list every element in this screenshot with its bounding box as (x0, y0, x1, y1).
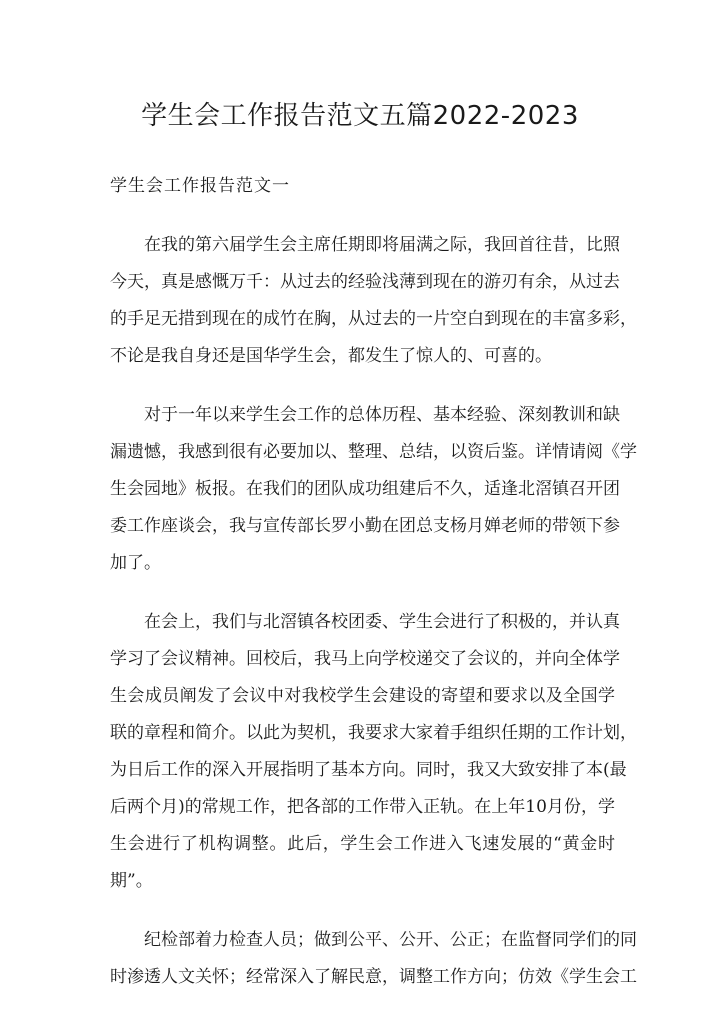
paragraph-line: 的手足无措到现在的成竹在胸，从过去的一片空白到现在的丰富多彩， (110, 309, 637, 329)
paragraph-line: 加了。 (110, 553, 161, 573)
paragraph-line: 漏遗憾，我感到很有必要加以、整理、总结，以资后鉴。详情请阅《学 (110, 442, 637, 462)
paragraph-line: 在会上，我们与北滘镇各校团委、学生会进行了积极的，并认真 (144, 612, 620, 632)
paragraph-4 (110, 922, 637, 996)
paragraph-line: 生会园地》板报。在我们的团队成功组建后不久，适逢北滘镇召开团 (110, 479, 620, 499)
paragraph-line: 委工作座谈会，我与宣传部长罗小勤在团总支杨月婵老师的带领下参 (110, 516, 620, 536)
paragraph-line: 今天，真是感慨万千：从过去的经验浅薄到现在的游刃有余，从过去 (110, 272, 620, 292)
paragraph-line: 学习了会议精神。回校后，我马上向学校递交了会议的，并向全体学 (110, 649, 620, 669)
paragraph-line: 不论是我自身还是国华学生会，都发生了惊人的、可喜的。 (110, 346, 552, 366)
paragraph-2 (110, 397, 637, 582)
paragraph-line: 后两个月)的常规工作，把各部的工作带入正轨。在上年10月份，学 (110, 797, 615, 817)
paragraph-line: 对于一年以来学生会工作的总体历程、基本经验、深刻教训和缺 (144, 405, 620, 425)
paragraph-line: 期”。 (110, 871, 153, 891)
document-body (110, 168, 637, 996)
paragraph-line: 为日后工作的深入开展指明了基本方向。同时，我又大致安排了本(最 (110, 760, 627, 780)
paragraph-1 (110, 227, 637, 375)
paragraph-line: 时渗透人文关怀；经常深入了解民意，调整工作方向；仿效《学生会工 (110, 967, 637, 987)
paragraph-line: 在我的第六届学生会主席任期即将届满之际，我回首往昔，比照 (144, 235, 620, 255)
document-title: 学生会工作报告范文五篇2022-2023 (141, 101, 579, 131)
section-subtitle: 学生会工作报告范文一 (110, 176, 290, 196)
paragraph-line: 联的章程和简介。以此为契机，我要求大家着手组织任期的工作计划， (110, 723, 637, 743)
paragraph-line: 纪检部着力检查人员；做到公平、公开、公正；在监督同学们的同 (144, 930, 637, 950)
paragraph-line: 生会进行了机构调整。此后，学生会工作进入飞速发展的“黄金时 (110, 834, 615, 854)
paragraph-3 (110, 604, 637, 900)
paragraph-line: 生会成员阐发了会议中对我校学生会建设的寄望和要求以及全国学 (110, 686, 615, 706)
